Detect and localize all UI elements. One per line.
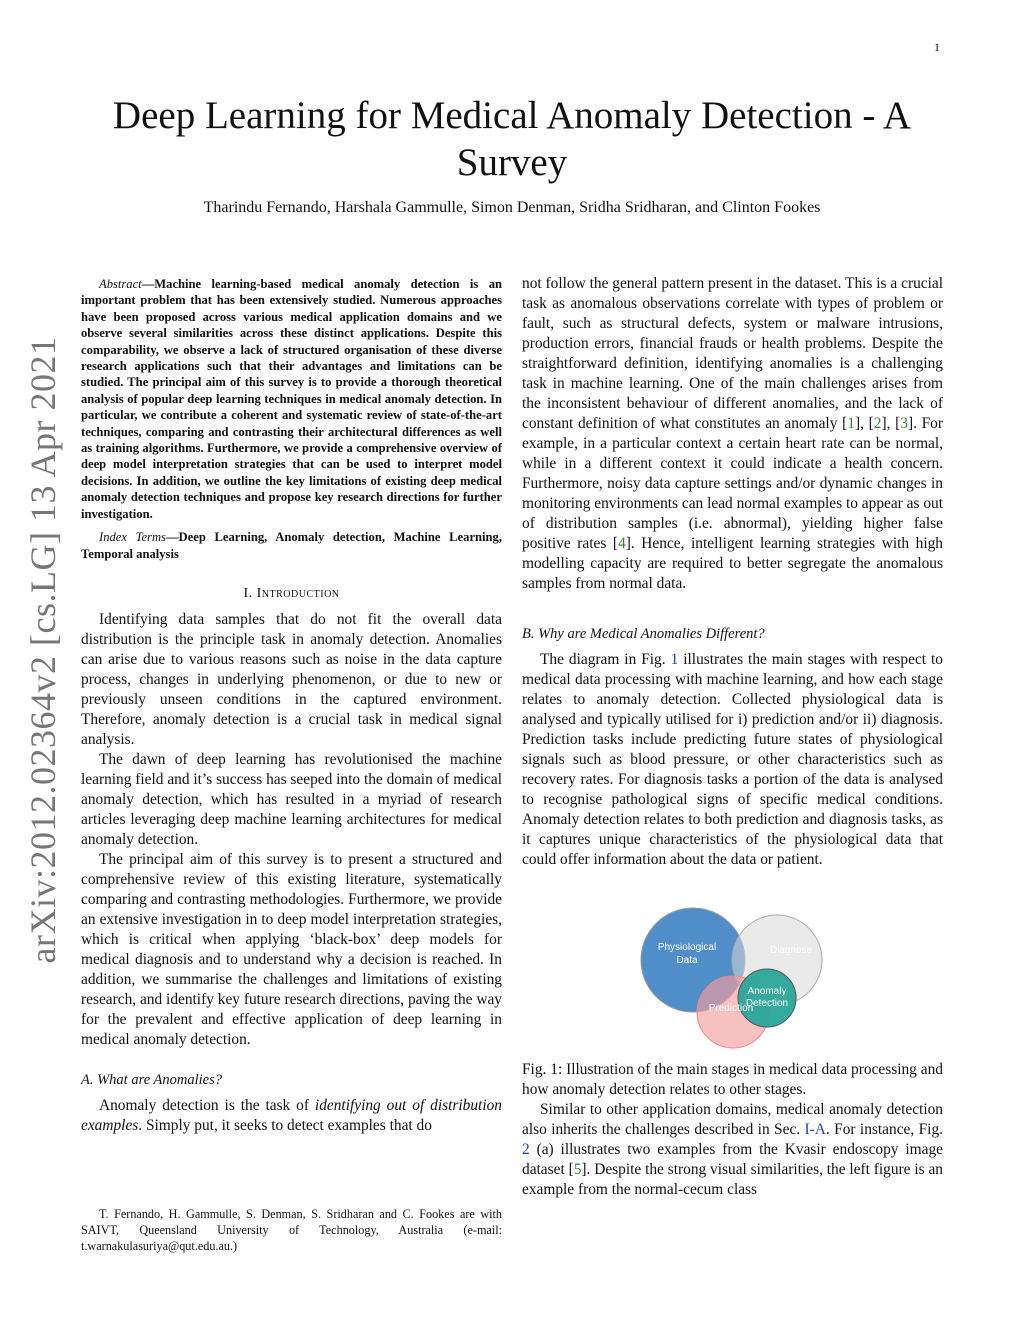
subsection-heading-anomalies: A. What are Anomalies? — [81, 1071, 222, 1088]
label-prediction: Prediction — [708, 1003, 753, 1014]
paper-title: Deep Learning for Medical Anomaly Detection - A Survey — [112, 94, 912, 184]
abstract-lead: Abstract — [99, 277, 142, 291]
page-number: 1 — [934, 40, 940, 54]
citation-5[interactable]: 5 — [573, 1161, 582, 1178]
intro-paragraph-2: The dawn of deep learning has revolutionised the machine learning field and it’s success has seeped into the domain of medical anomaly detection, which has resulted in a myriad of research articles leveraging deep machine learning architectures for medical anomaly detection. — [81, 750, 502, 848]
anomalies-text-mid: . Simply put, it seeks to detect examples that do — [138, 1116, 432, 1134]
label-physio-line2: Data — [675, 955, 698, 966]
section-heading-introduction: I. Introduction — [243, 585, 340, 601]
footnote-affiliation: T. Fernando, H. Gammulle, S. Denman, S. Sridharan and C. Fookes are with SAIVT, Queensland University of Technology, Australia (e-mail: t.warnakulasuriya@qut.edu.au.) — [81, 1207, 502, 1253]
medical-paragraph — [522, 650, 943, 870]
anomalies-text-end: ]. Hence, intelligent learning strategies with high modelling capacity are required to better segregate the anomalous samples from normal data. — [522, 535, 943, 592]
section-ref-i-a[interactable]: I-A — [804, 1121, 826, 1138]
after-figure-text-mid2: (a) illustrates two examples from the Kvasir endoscopy image dataset [ — [522, 1141, 943, 1178]
figure-ref-1[interactable]: 1 — [670, 651, 679, 668]
figure-caption: Fig. 1: Illustration of the main stages in medical data processing and how anomaly detection relates to other stages. — [522, 1061, 943, 1098]
medical-text-start: The diagram in Fig. — [540, 651, 671, 668]
citation-2[interactable]: 2 — [873, 415, 882, 432]
figure-ref-2[interactable]: 2 — [522, 1141, 530, 1158]
abstract — [81, 276, 502, 522]
index-terms-text: —Deep Learning, Anomaly detection, Machine Learning, Temporal analysis — [81, 530, 502, 561]
anomalies-text-start: Anomaly detection is the task of — [99, 1096, 315, 1114]
label-physio-line1: Physiological — [657, 942, 716, 953]
medical-text-end: illustrates the main stages with respect to medical data processing with machine learning, and how each stage relates to anomaly detection. Collected physiological data is analysed and typically utilised for i) prediction and/or ii) diagnosis. Prediction tasks include predicting future states of physiological signals such as blood pressure, or other characteristics such as recovery rates. For diagnosis tasks a portion of the data is analysed to recognise pathological signs of specific medical conditions. Anomaly detection relates to both prediction and diagnosis tasks, as it captures unique characteristics of the physiological data that could offer information about the data or patient. — [522, 651, 943, 868]
author-list: Tharindu Fernando, Harshala Gammulle, Simon Denman, Sridha Sridharan, and Clinton Fookes — [203, 199, 821, 216]
label-anomaly-line2: Detection — [745, 998, 788, 1009]
label-anomaly-line1: Anomaly — [747, 986, 786, 997]
anomalies-paragraph-start — [81, 1096, 502, 1136]
left-column — [81, 276, 502, 1136]
label-diagnose: Diagnose — [769, 945, 812, 956]
citation-3[interactable]: 3 — [900, 415, 908, 432]
intro-paragraph-1: Identifying data samples that do not fit the overall data distribution is the principle task in anomaly detection. Anomalies can arise due to various reasons such as noise in the data capture process, changes in underlying phenomenon, or due to new or previously unseen conditions in the captured environment. Therefore, anomaly detection is a crucial task in medical signal analysis. — [81, 610, 502, 748]
abstract-text: —Machine learning-based medical anomaly detection is an important problem that has been extensively studied. Numerous approaches have been proposed across various medical application domains and we observe several similarities across these distinct applications. Despite this comparability, we observe a lack of structured organisation of these diverse research applications such that their advantages and limitations can be studied. The principal aim of this survey is to provide a thorough theoretical analysis of popular deep learning techniques in medical anomaly detection. In particular, we contribute a coherent and systematic review of state-of-the-art techniques, comparing and contrasting their architectural differences as well as training algorithms. Furthermore, we provide a comprehensive overview of deep model interpretation strategies that can be used to interpret model decisions. In addition, we outline the key limitations of existing deep medical anomaly detection techniques and propose key research directions for further investigation. — [81, 277, 502, 521]
after-figure-text-mid: . For instance, Fig. — [825, 1121, 943, 1138]
after-figure-text-start: Similar to other application domains, medical anomaly detection also inherits the challenges described in Sec. — [522, 1101, 943, 1138]
anomalies-emphasis: identifying out of distribution examples — [81, 1096, 502, 1134]
arxiv-id[interactable]: arXiv:2012.02364v2 [cs.LG] 13 Apr 2021 — [23, 336, 63, 964]
anomalies-paragraph-continued — [522, 274, 943, 594]
intro-paragraph-3: The principal aim of this survey is to present a structured and comprehensive review of this existing literature, systematically comparing and contrasting methodologies. Furthermore, we provide an extensive investigation in to deep model interpretation strategies, which is critical when applying ‘black-box’ deep models for medical diagnosis and to understand why a decision is reached. In addition, we summarise the challenges and limitations of existing research, and identify key future research directions, paving the way for the prevalent and effective application of deep learning in medical anomaly detection. — [81, 850, 502, 1048]
subsection-heading-medical: B. Why are Medical Anomalies Different? — [522, 626, 765, 642]
anomalies-text-cont2: ]. For example, in a particular context a certain heart rate can be normal, while in a different context it could indicate a health concern. Furthermore, noisy data capture settings and/or dynamic changes in monitoring environments can lead normal examples to appear as out of distribution samples (i.e. abnormal), yielding higher false positive rates [ — [522, 415, 943, 552]
right-column — [522, 274, 943, 1200]
venn-diagram-figure — [633, 900, 833, 1050]
anomalies-text-cont: not follow the general pattern present in the dataset. This is a crucial task as anomalous observations correlate with types of problem or fault, such as structural defects, system or malware intrusions, production errors, financial frauds or health problems. Despite the straightforward definition, identifying anomalies is a challenging task in machine learning. One of the main challenges arises from the inconsistent behaviour of different anomalies, and the lack of constant definition of what constitutes an anomaly [ — [522, 275, 943, 432]
after-figure-text-end: ]. Despite the strong visual similarities, the left figure is an example from the normal-cecum class — [522, 1161, 944, 1198]
citation-separator-1: ], [ — [854, 415, 874, 432]
citation-4[interactable]: 4 — [618, 535, 626, 552]
citation-1[interactable]: 1 — [847, 415, 855, 432]
index-terms — [81, 529, 502, 562]
index-terms-lead: Index Terms — [99, 530, 166, 545]
citation-separator-2: ], [ — [881, 415, 901, 432]
after-figure-paragraph — [522, 1100, 943, 1200]
